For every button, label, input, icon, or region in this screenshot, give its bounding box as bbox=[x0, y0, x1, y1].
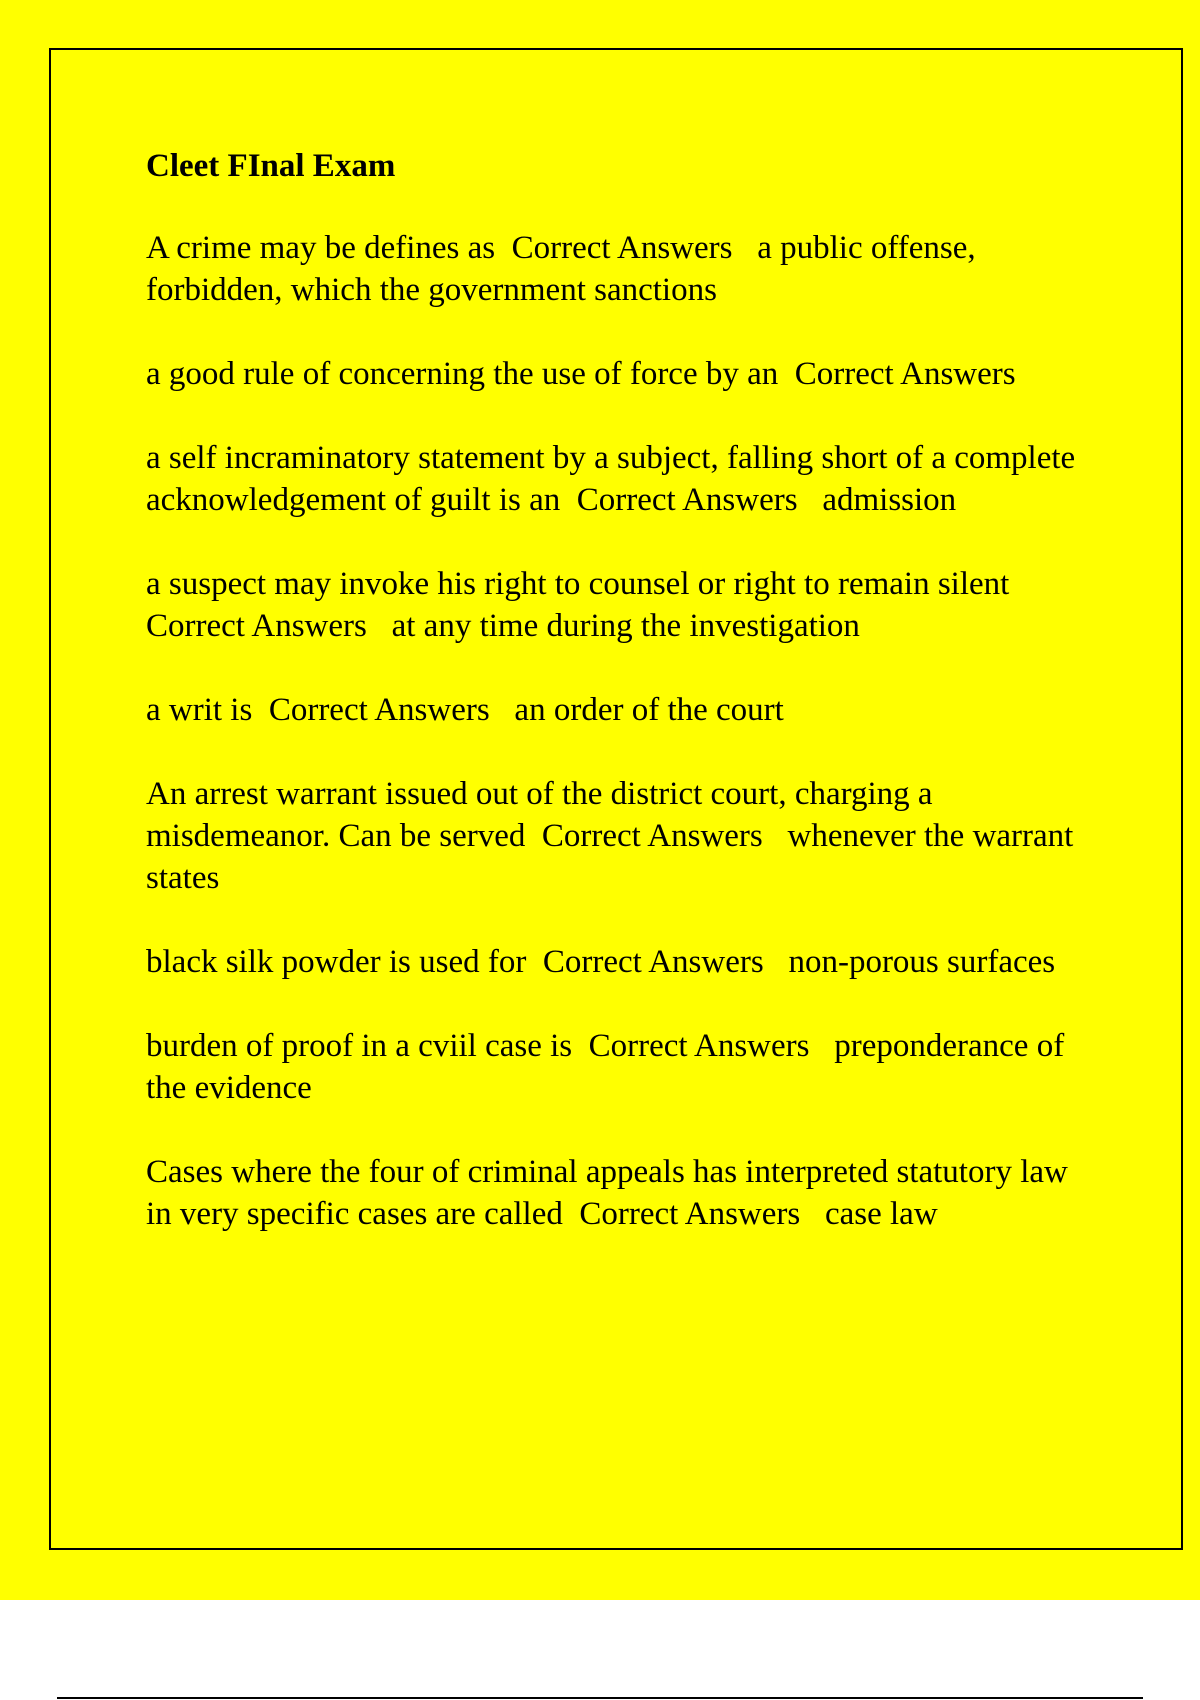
qa-item-3: a self incraminatory statement by a subject, falling short of a complete acknowledgement of guilt is an Correct Answers admission bbox=[146, 440, 1084, 518]
footer-divider bbox=[57, 1697, 1143, 1699]
qa-item-5: a writ is Correct Answers an order of the court bbox=[146, 692, 784, 728]
document-title: Cleet FInal Exam bbox=[146, 148, 396, 184]
qa-item-8: burden of proof in a cviil case is Correct Answers preponderance of the evidence bbox=[146, 1028, 1073, 1106]
qa-item-7: black silk powder is used for Correct Answers non-porous surfaces bbox=[146, 944, 1056, 980]
qa-item-1: A crime may be defines as Correct Answers a public offense, forbidden, which the government sanctions bbox=[146, 230, 984, 308]
qa-item-6: An arrest warrant issued out of the district court, charging a misdemeanor. Can be served Correct Answers whenever the warrant states bbox=[146, 776, 1082, 896]
document-content bbox=[146, 145, 1086, 1277]
qa-item-2: a good rule of concerning the use of force by an Correct Answers bbox=[146, 356, 1016, 392]
qa-item-9: Cases where the four of criminal appeals has interpreted statutory law in very specific cases are called Correct Answers case law bbox=[146, 1154, 1077, 1232]
qa-item-4: a suspect may invoke his right to counsel or right to remain silent Correct Answers at any time during the investigation bbox=[146, 566, 1026, 644]
